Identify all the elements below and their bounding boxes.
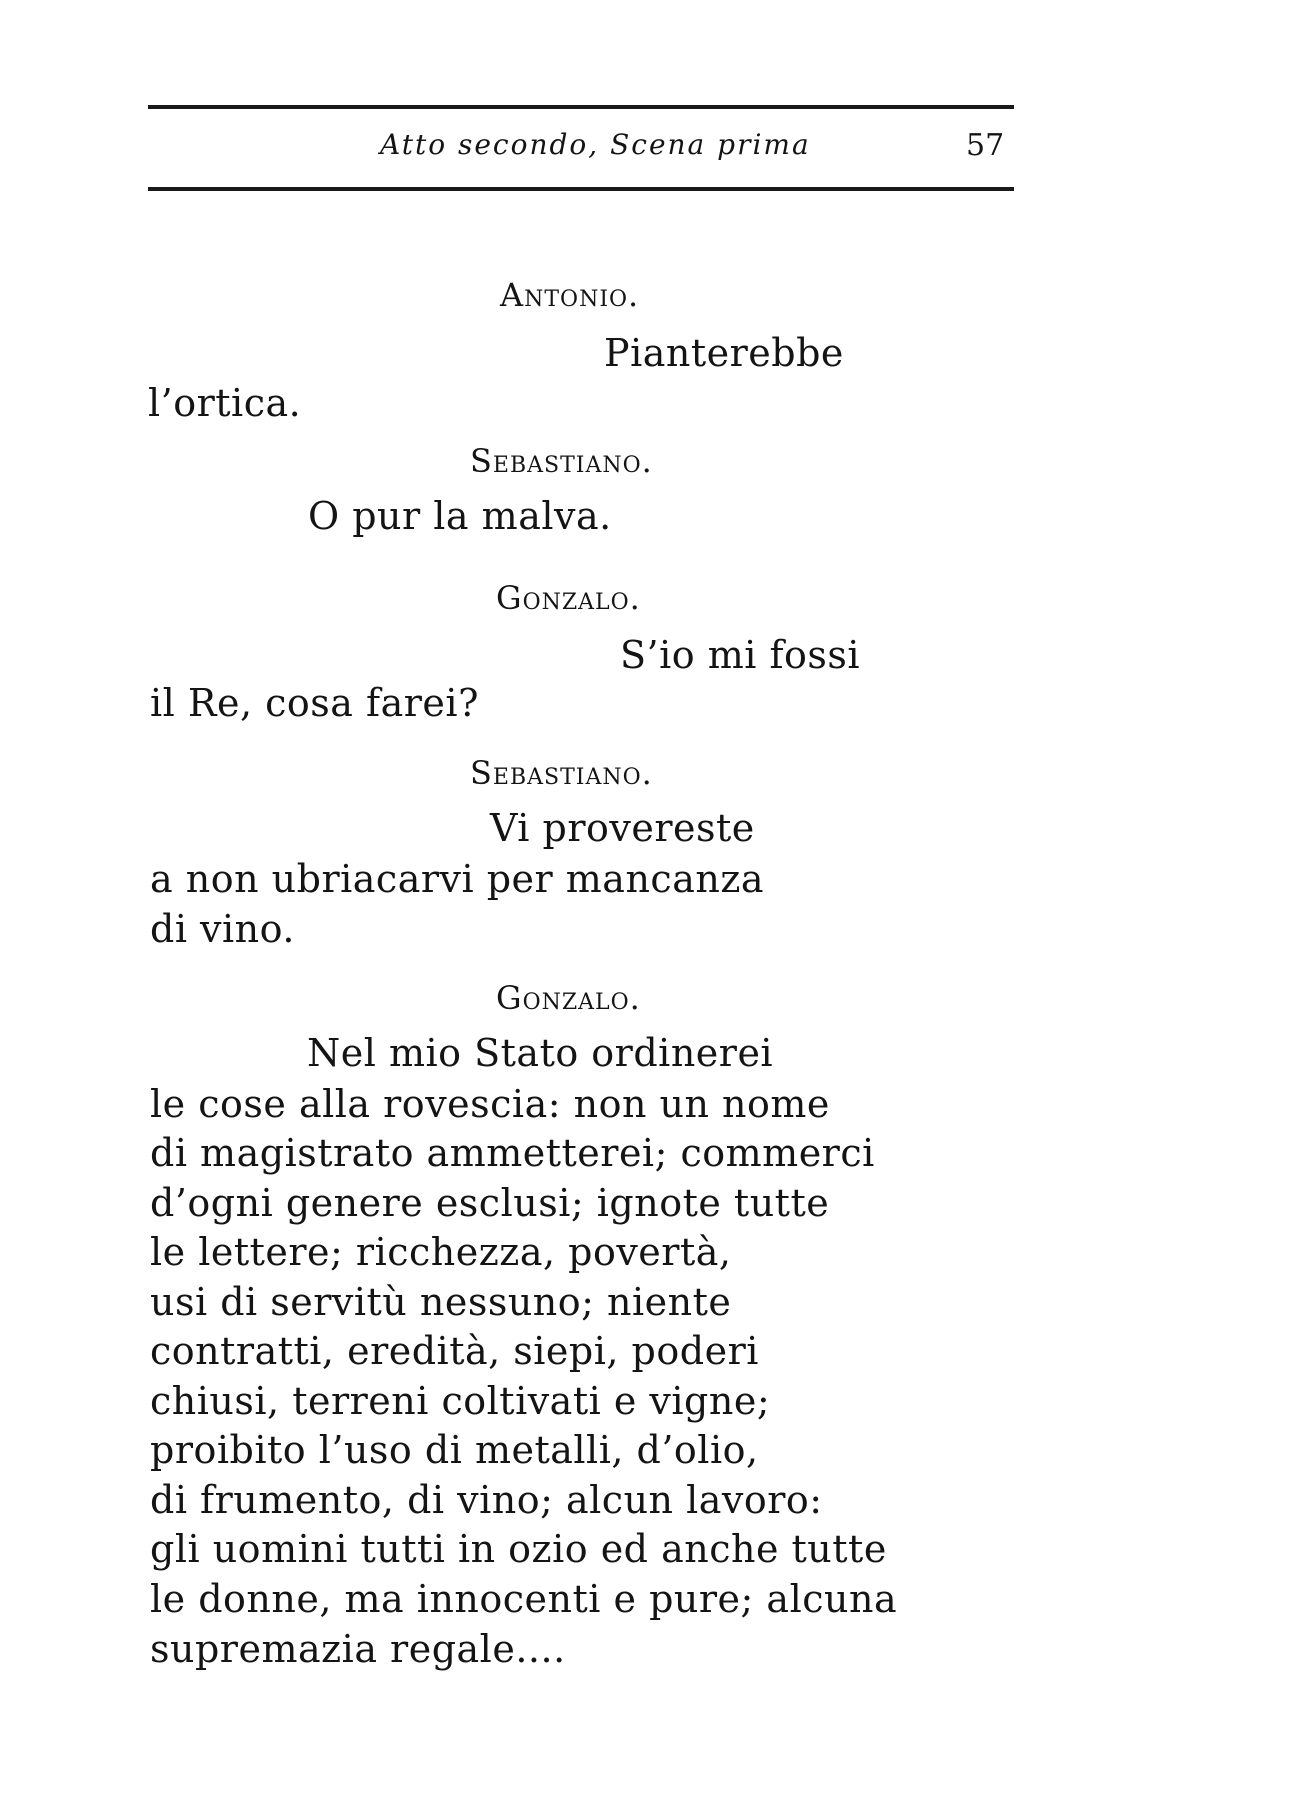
speaker-name: Gonzalo. xyxy=(496,579,641,617)
verse-line: le lettere; ricchezza, povertà, xyxy=(150,1230,732,1274)
verse-line: d’ogni genere esclusi; ignote tutte xyxy=(150,1181,830,1225)
verse-line: il Re, cosa farei? xyxy=(150,681,479,725)
verse-line: Vi provereste xyxy=(490,806,755,850)
verse-line: l’ortica. xyxy=(148,381,302,425)
header-rule-bottom xyxy=(148,187,1014,191)
verse-line: chiusi, terreni coltivati e vigne; xyxy=(150,1379,771,1423)
verse-line: contratti, eredità, siepi, poderi xyxy=(150,1329,759,1373)
speaker-name: Antonio. xyxy=(500,276,640,314)
page-number: 57 xyxy=(966,128,1005,163)
verse-line: proibito l’uso di metalli, d’olio, xyxy=(150,1428,759,1472)
verse-line: a non ubriacarvi per mancanza xyxy=(150,857,765,901)
verse-line: di frumento, di vino; alcun lavoro: xyxy=(150,1478,823,1522)
speaker-name: Gonzalo. xyxy=(496,979,641,1017)
verse-line: usi di servitù nessuno; niente xyxy=(150,1280,732,1324)
verse-line: le donne, ma innocenti e pure; alcuna xyxy=(150,1577,898,1621)
running-title: Atto secondo, Scena prima xyxy=(380,128,811,161)
verse-line: supremazia regale.... xyxy=(150,1627,566,1671)
verse-line: O pur la malva. xyxy=(308,494,612,538)
header-rule-top xyxy=(148,105,1014,109)
verse-line: S’io mi fossi xyxy=(620,633,861,677)
verse-line: di magistrato ammetterei; commerci xyxy=(150,1131,875,1175)
verse-line: di vino. xyxy=(150,907,295,951)
verse-line: le cose alla rovescia: non un nome xyxy=(150,1082,830,1126)
verse-line: Pianterebbe xyxy=(604,331,844,375)
verse-line: Nel mio Stato ordinerei xyxy=(307,1031,774,1075)
speaker-name: Sebastiano. xyxy=(470,754,653,792)
speaker-name: Sebastiano. xyxy=(470,442,653,480)
verse-line: gli uomini tutti in ozio ed anche tutte xyxy=(150,1527,887,1571)
